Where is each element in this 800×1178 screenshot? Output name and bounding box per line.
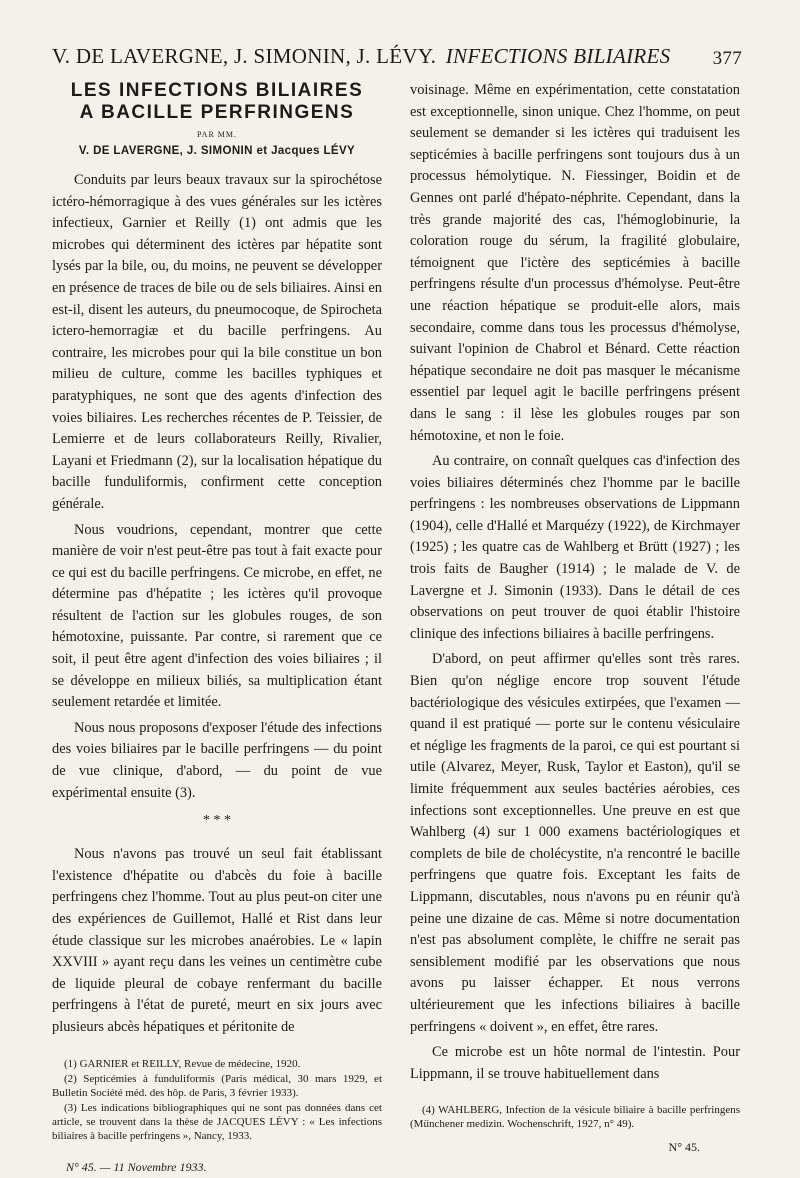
footnotes-left [52,1057,382,1143]
paragraph: Nous n'avons pas trouvé un seul fait établissant l'existence d'hépatite ou d'abcès du foie à bacille perfringens chez l'homme. Tout au plus peut-on citer une des expériences de Guillemot, Hallé et Rist dans leur étude classique sur les microbes anaérobies. Le « lapin XXVIII » ayant reçu dans les veines un centimètre cube de liquide pleural de cobaye renfermant du bacille perfringens à l'état de pureté, meurt en six jours avec plusieurs abcès hépatiques et péritonite de [52,846,382,1035]
paragraph: Nous voudrions, cependant, montrer que cette manière de voir n'est peut-être pas tout à fait exacte pour ce qui est du bacille perfringens. Ce microbe, en effet, ne détermine pas d'hépatite ; les ictères qu'il provoque résultent de l'action sur les globules rouges, de son hémotoxine, puissante. Par contre, si rarement que ce soit, il peut être agent d'infection des voies biliaires ; il se développe en milieux biliés, sa multiplication étant seulement retardée et limitée. [52,521,382,711]
footnote: (2) Septicémies à funduliformis (Paris médical, 30 mars 1929, et Bulletin Société méd. des hôp. de Paris, 3 février 1933). [52,1072,382,1099]
paragraph: Nous nous proposons d'exposer l'étude des infections des voies biliaires par le bacille perfringens — du point de vue clinique, d'abord, — du point de vue expérimental ensuite (3). [52,719,382,801]
section-separator-asterism: * * * [203,813,231,829]
footnote: (4) WAHLBERG, Infection de la vésicule biliaire à bacille perfringens (Münchener medizin. Wochenschrift, 1927, n° 49). [410,1104,740,1131]
running-head-journal: INFECTIONS BILIAIRES [445,44,671,68]
paragraph: D'abord, on peut affirmer qu'elles sont très rares. Bien qu'on néglige encore trop souvent l'étude bactériologique des vésicules extirpées, que l'examen — quand il est pratiqué — porte sur le contenu vésiculaire et néglige les fragments de la paroi, ce qui est pourtant si utile (Alvarez, Meyer, Rusk, Taylor et Easton), qu'il se limite fréquemment aux seules bactéries aérobies, ces infections sont exceptionnelles. Une preuve en est que Wahlberg (4) sur 1 000 examens bactériologiques et complets de bile de cholécystite, n'a rencontré le bacille perfringens que quatre fois. Exceptant les faits de Lippmann, discutables, nous n'avons pu en réunir qu'à peine une dizaine de cas. Même si notre documentation n'est pas absolument complète, le chiffre ne serait pas sensiblement modifié par les observations que nous avons pu laisser échapper. Et nous verrons ultérieurement que les infections biliaires à bacille perfringens « doivent », en effet, être rares. [410,651,740,1035]
par-mm: PAR MM. [196,130,238,139]
paragraph: voisinage. Même en expérimentation, cette constatation est exceptionnelle, sinon unique. Chez l'homme, on peut seulement se demander si les ictères qui traduisent les septicémies à bacille perfringens sont toujours dus à un processus hémolytique. N. Fiessinger, Boidin et de Gennes ont parlé d'hépato-néphrite. Cependant, dans la très grande majorité des cas, l'hémoglobinurie, la coloration rouge du sérum, la fragilité globulaire, témoignent que l'ictère des septicémies à bacille perfringens résulte d'un processus d'hémolyse. Peut-être une réaction hépatique se produit-elle alors, mais secondaire, comme dans tous les processus d'hémolyse, suivant l'opinion de Chabrol et Bénard. Cette réaction hépatique secondaire ne doit pas masquer le mécanisme essentiel par lequel agit le bacille perfringens présent dans le sang : il lèse les globules rouges par son hémotoxine, et non le foie. [410,82,740,444]
page-number: 377 [712,48,742,69]
article-title-line-1: LES INFECTIONS BILIAIRES [70,80,364,101]
article-title-line-2: A BACILLE PERFRINGENS [79,102,355,123]
running-head-authors: V. DE LAVERGNE, J. SIMONIN, J. LÉVY. [52,44,437,68]
right-column [410,80,740,1159]
paragraph: Au contraire, on connaît quelques cas d'infection des voies biliaires déterminés chez l'homme par le bacille perfringens : les nombreuses observations de Lippmann (1904), celle d'Hallé et Marquézy (1922), de Kirchmayer (1925) ; les quatre cas de Wahlberg et Brütt (1927) ; les trois faits de Baugher (1914) ; le malade de V. de Lavergne et J. Simonin (1933). Dans le détail de ces observations on peut trouver de quoi établir l'histoire clinique des infections biliaires à bacille perfringens. [410,453,740,642]
left-column [52,80,382,1178]
running-head [52,44,742,69]
footnotes-right [410,1103,740,1131]
issue-folio: N° 45. — 11 Novembre 1933. [66,1159,207,1174]
article-byline: V. DE LAVERGNE, J. SIMONIN et Jacques LÉVY [78,145,356,157]
paragraph: Conduits par leurs beaux travaux sur la spirochétose ictéro-hémorragique à des vues générales sur les ictères infectieux, Garnier et Reilly (1) ont admis que les microbes qui déterminent des ictères par hépatite sont lysés par la bile, ou, du moins, ne peuvent se développer en présence de traces de bile ou de sels biliaires. Ainsi en est-il, disent les auteurs, du pneumocoque, de Spirocheta ictero-hemorragiæ et du bacille perfringens. Au contraire, les microbes pour qui la bile constitue un bon milieu de culture, comme les bacilles typhiques et paratyphiques, ne sont que des agents d'infection des voies biliaires. Les recherches récentes de P. Teissier, de Lemierre et de leurs collaborateurs Reilly, Rivalier, Layani et Friedmann (2), sur la localisation hépatique du bacille funduliformis, confirment cette conception générale. [52,172,382,512]
footnote: (3) Les indications bibliographiques qui ne sont pas données dans cet article, se trouvent dans la thèse de JACQUES LÉVY : « Les infections biliaires à bacille perfringens », Nancy, 1933. [52,1101,382,1142]
issue-folio-right: N° 45. [668,1140,700,1155]
paragraph: Ce microbe est un hôte normal de l'intestin. Pour Lippmann, il se trouve habituellement dans [410,1044,740,1082]
footnote: (1) GARNIER et REILLY, Revue de médecine, 1920. [64,1057,301,1070]
